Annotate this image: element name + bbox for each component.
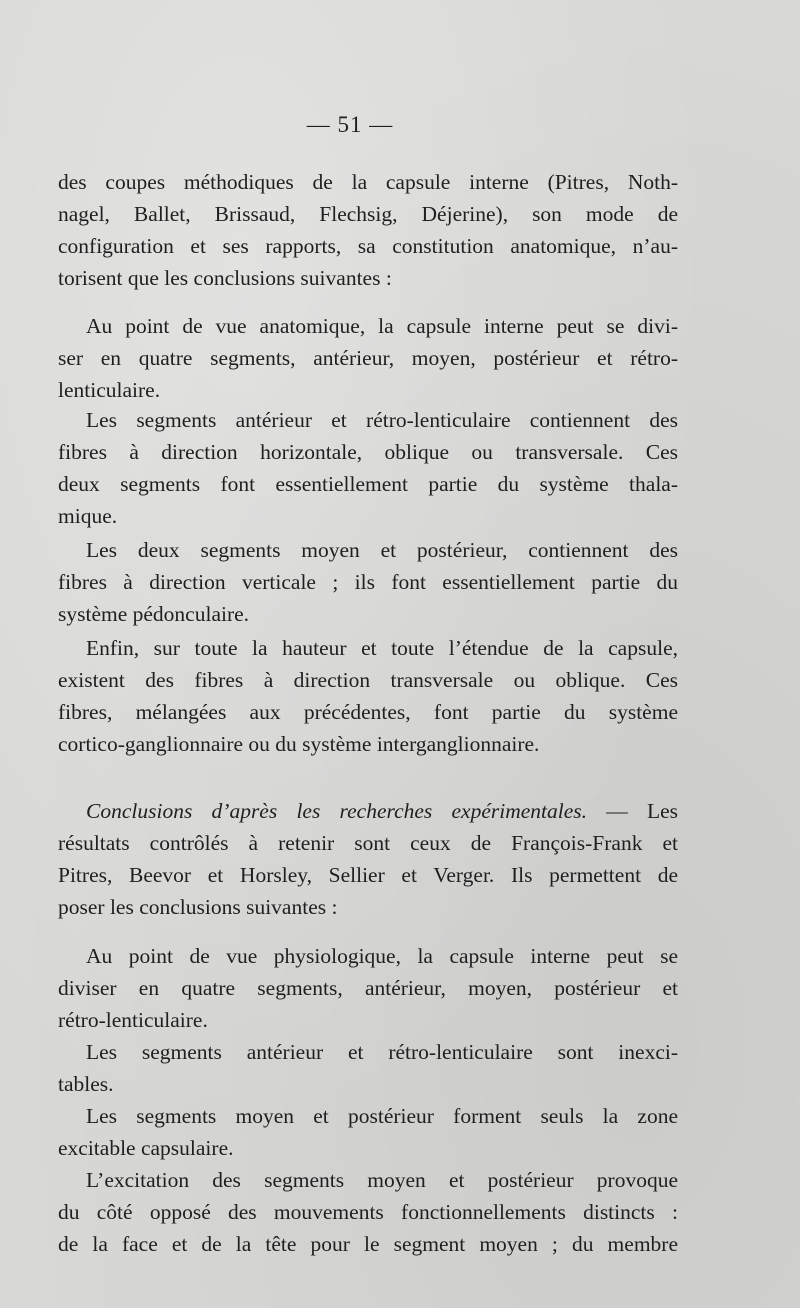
text-line: Les deux segments moyen et postérieur, contiennent des [86,538,678,562]
text-line: des coupes méthodiques de la capsule interne (Pitres, Noth- [58,170,678,194]
section-heading-line [58,795,678,827]
text-line: fibres à direction verticale ; ils font essentiellement partie du [58,570,678,594]
text-line: tables. [58,1072,114,1096]
page-number: — 51 — [306,112,394,137]
text-line: mique. [58,504,118,528]
text-line: Pitres, Beevor et Horsley, Sellier et Verger. Ils permettent de [58,863,678,887]
text-line: fibres, mélangées aux précédentes, font partie du système [58,700,678,724]
text-line: Au point de vue physiologique, la capsule interne peut se [86,944,678,968]
text-line: L’excitation des segments moyen et postérieur provoque [86,1168,678,1192]
text-line: du côté opposé des mouvements fonctionnellements distincts : [58,1200,678,1224]
text-line: Enfin, sur toute la hauteur et toute l’étendue de la capsule, [86,636,678,660]
paragraph-9 [58,1100,678,1164]
text-line: Les segments moyen et postérieur forment seuls la zone [86,1104,678,1128]
text-line: lenticulaire. [58,378,161,402]
text-line: Les segments antérieur et rétro-lenticulaire contiennent des [86,408,678,432]
text-line: rétro-lenticulaire. [58,1008,208,1032]
text-line: excitable capsulaire. [58,1136,234,1160]
paragraph-6 [58,795,678,923]
text-line: Au point de vue anatomique, la capsule interne peut se divi- [86,314,678,338]
paragraph-1 [58,166,678,294]
section-heading: Conclusions d’après les recherches expérimentales. [86,799,588,823]
paragraph-8 [58,1036,678,1100]
text-line: fibres à direction horizontale, oblique ou transversale. Ces [58,440,678,464]
text-line: système pédonculaire. [58,602,250,626]
text-line: torisent que les conclusions suivantes : [58,266,392,290]
text-line: existent des fibres à direction transversale ou oblique. Ces [58,668,678,692]
text-line: poser les conclusions suivantes : [58,895,338,919]
paragraph-5 [58,632,678,760]
text-line: diviser en quatre segments, antérieur, moyen, postérieur et [58,976,678,1000]
text-line: configuration et ses rapports, sa constitution anatomique, n’au- [58,234,678,258]
text-line: nagel, Ballet, Brissaud, Flechsig, Déjerine), son mode de [58,202,678,226]
text-line: deux segments font essentiellement partie du système thala- [58,472,678,496]
text-line: résultats contrôlés à retenir sont ceux de François-Frank et [58,831,678,855]
paragraph-10 [58,1164,678,1260]
text-line: ser en quatre segments, antérieur, moyen, postérieur et rétro- [58,346,678,370]
paragraph-7 [58,940,678,1036]
paragraph-2 [58,310,678,406]
heading-continuation: — Les [587,799,679,823]
text-line: de la face et de la tête pour le segment moyen ; du membre [58,1232,678,1256]
paragraph-4 [58,534,678,630]
text-line: cortico-ganglionnaire ou du système interganglionnaire. [58,732,540,756]
paragraph-3 [58,404,678,532]
text-line: Les segments antérieur et rétro-lenticulaire sont inexci- [86,1040,678,1064]
